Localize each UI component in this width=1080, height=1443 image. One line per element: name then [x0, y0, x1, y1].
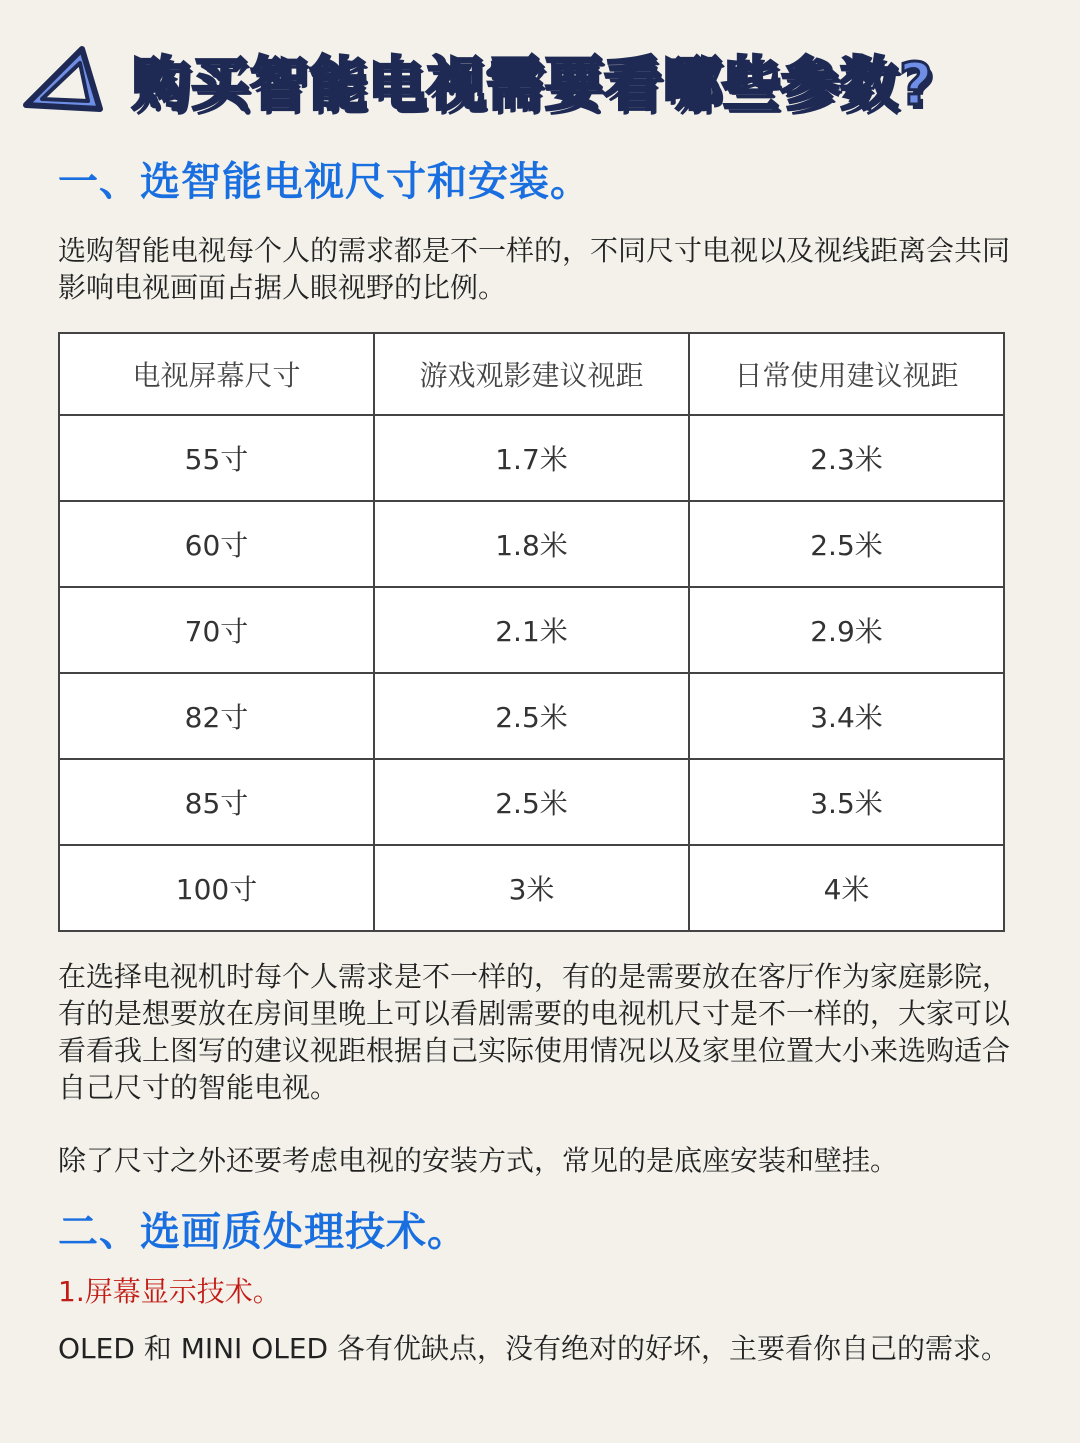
section2-heading: 二、选画质处理技术。: [58, 1209, 468, 1255]
section1-paragraph-2: 在选择电视机时每个人需求是不一样的，有的是需要放在客厅作为家庭影院，有的是想要放在房间里晚上可以看剧需要的电视机尺寸是不一样的，大家可以看看我上图写的建议视距根据自己实际使用情况以及家里位置大小来选购适合自己尺寸的智能电视。: [58, 960, 1011, 1104]
page-title: 购买智能电视需要看哪些参数?: [132, 50, 934, 118]
viewing-distance-table: [58, 332, 1005, 932]
cell-daily: 2.5米: [689, 501, 1004, 587]
section2-paragraph: OLED 和 MINI OLED 各有优缺点，没有绝对的好坏，主要看你自己的需求。: [58, 1332, 1010, 1365]
cell-daily: 4米: [689, 845, 1004, 931]
cell-gaming: 1.7米: [374, 415, 689, 501]
cell-daily: 3.5米: [689, 759, 1004, 845]
cell-daily: 2.9米: [689, 587, 1004, 673]
cell-size: 100寸: [59, 845, 374, 931]
table-row: [59, 415, 1004, 501]
cell-gaming: 2.5米: [374, 759, 689, 845]
header-gaming-distance: 游戏观影建议视距: [374, 333, 689, 415]
cell-gaming: 1.8米: [374, 501, 689, 587]
table-row: [59, 501, 1004, 587]
table-row: [59, 845, 1004, 931]
section1-intro: 选购智能电视每个人的需求都是不一样的，不同尺寸电视以及视线距离会共同影响电视画面占据人眼视野的比例。: [58, 234, 1011, 304]
table-row: [59, 759, 1004, 845]
cell-size: 85寸: [59, 759, 374, 845]
cell-gaming: 2.5米: [374, 673, 689, 759]
paper-plane-triangle-icon: [20, 43, 106, 115]
cell-gaming: 3米: [374, 845, 689, 931]
table-header-row: [59, 333, 1004, 415]
cell-size: 60寸: [59, 501, 374, 587]
cell-size: 70寸: [59, 587, 374, 673]
header-screen-size: 电视屏幕尺寸: [59, 333, 374, 415]
section1-paragraph-3: 除了尺寸之外还要考虑电视的安装方式，常见的是底座安装和壁挂。: [58, 1144, 899, 1177]
cell-size: 82寸: [59, 673, 374, 759]
section2-subheading: 1.屏幕显示技术。: [58, 1275, 281, 1308]
table-row: [59, 587, 1004, 673]
section1-heading: 一、选智能电视尺寸和安装。: [58, 159, 591, 205]
header-daily-distance: 日常使用建议视距: [689, 333, 1004, 415]
table-row: [59, 673, 1004, 759]
cell-size: 55寸: [59, 415, 374, 501]
cell-daily: 3.4米: [689, 673, 1004, 759]
cell-gaming: 2.1米: [374, 587, 689, 673]
title-bar: [20, 34, 1070, 124]
cell-daily: 2.3米: [689, 415, 1004, 501]
